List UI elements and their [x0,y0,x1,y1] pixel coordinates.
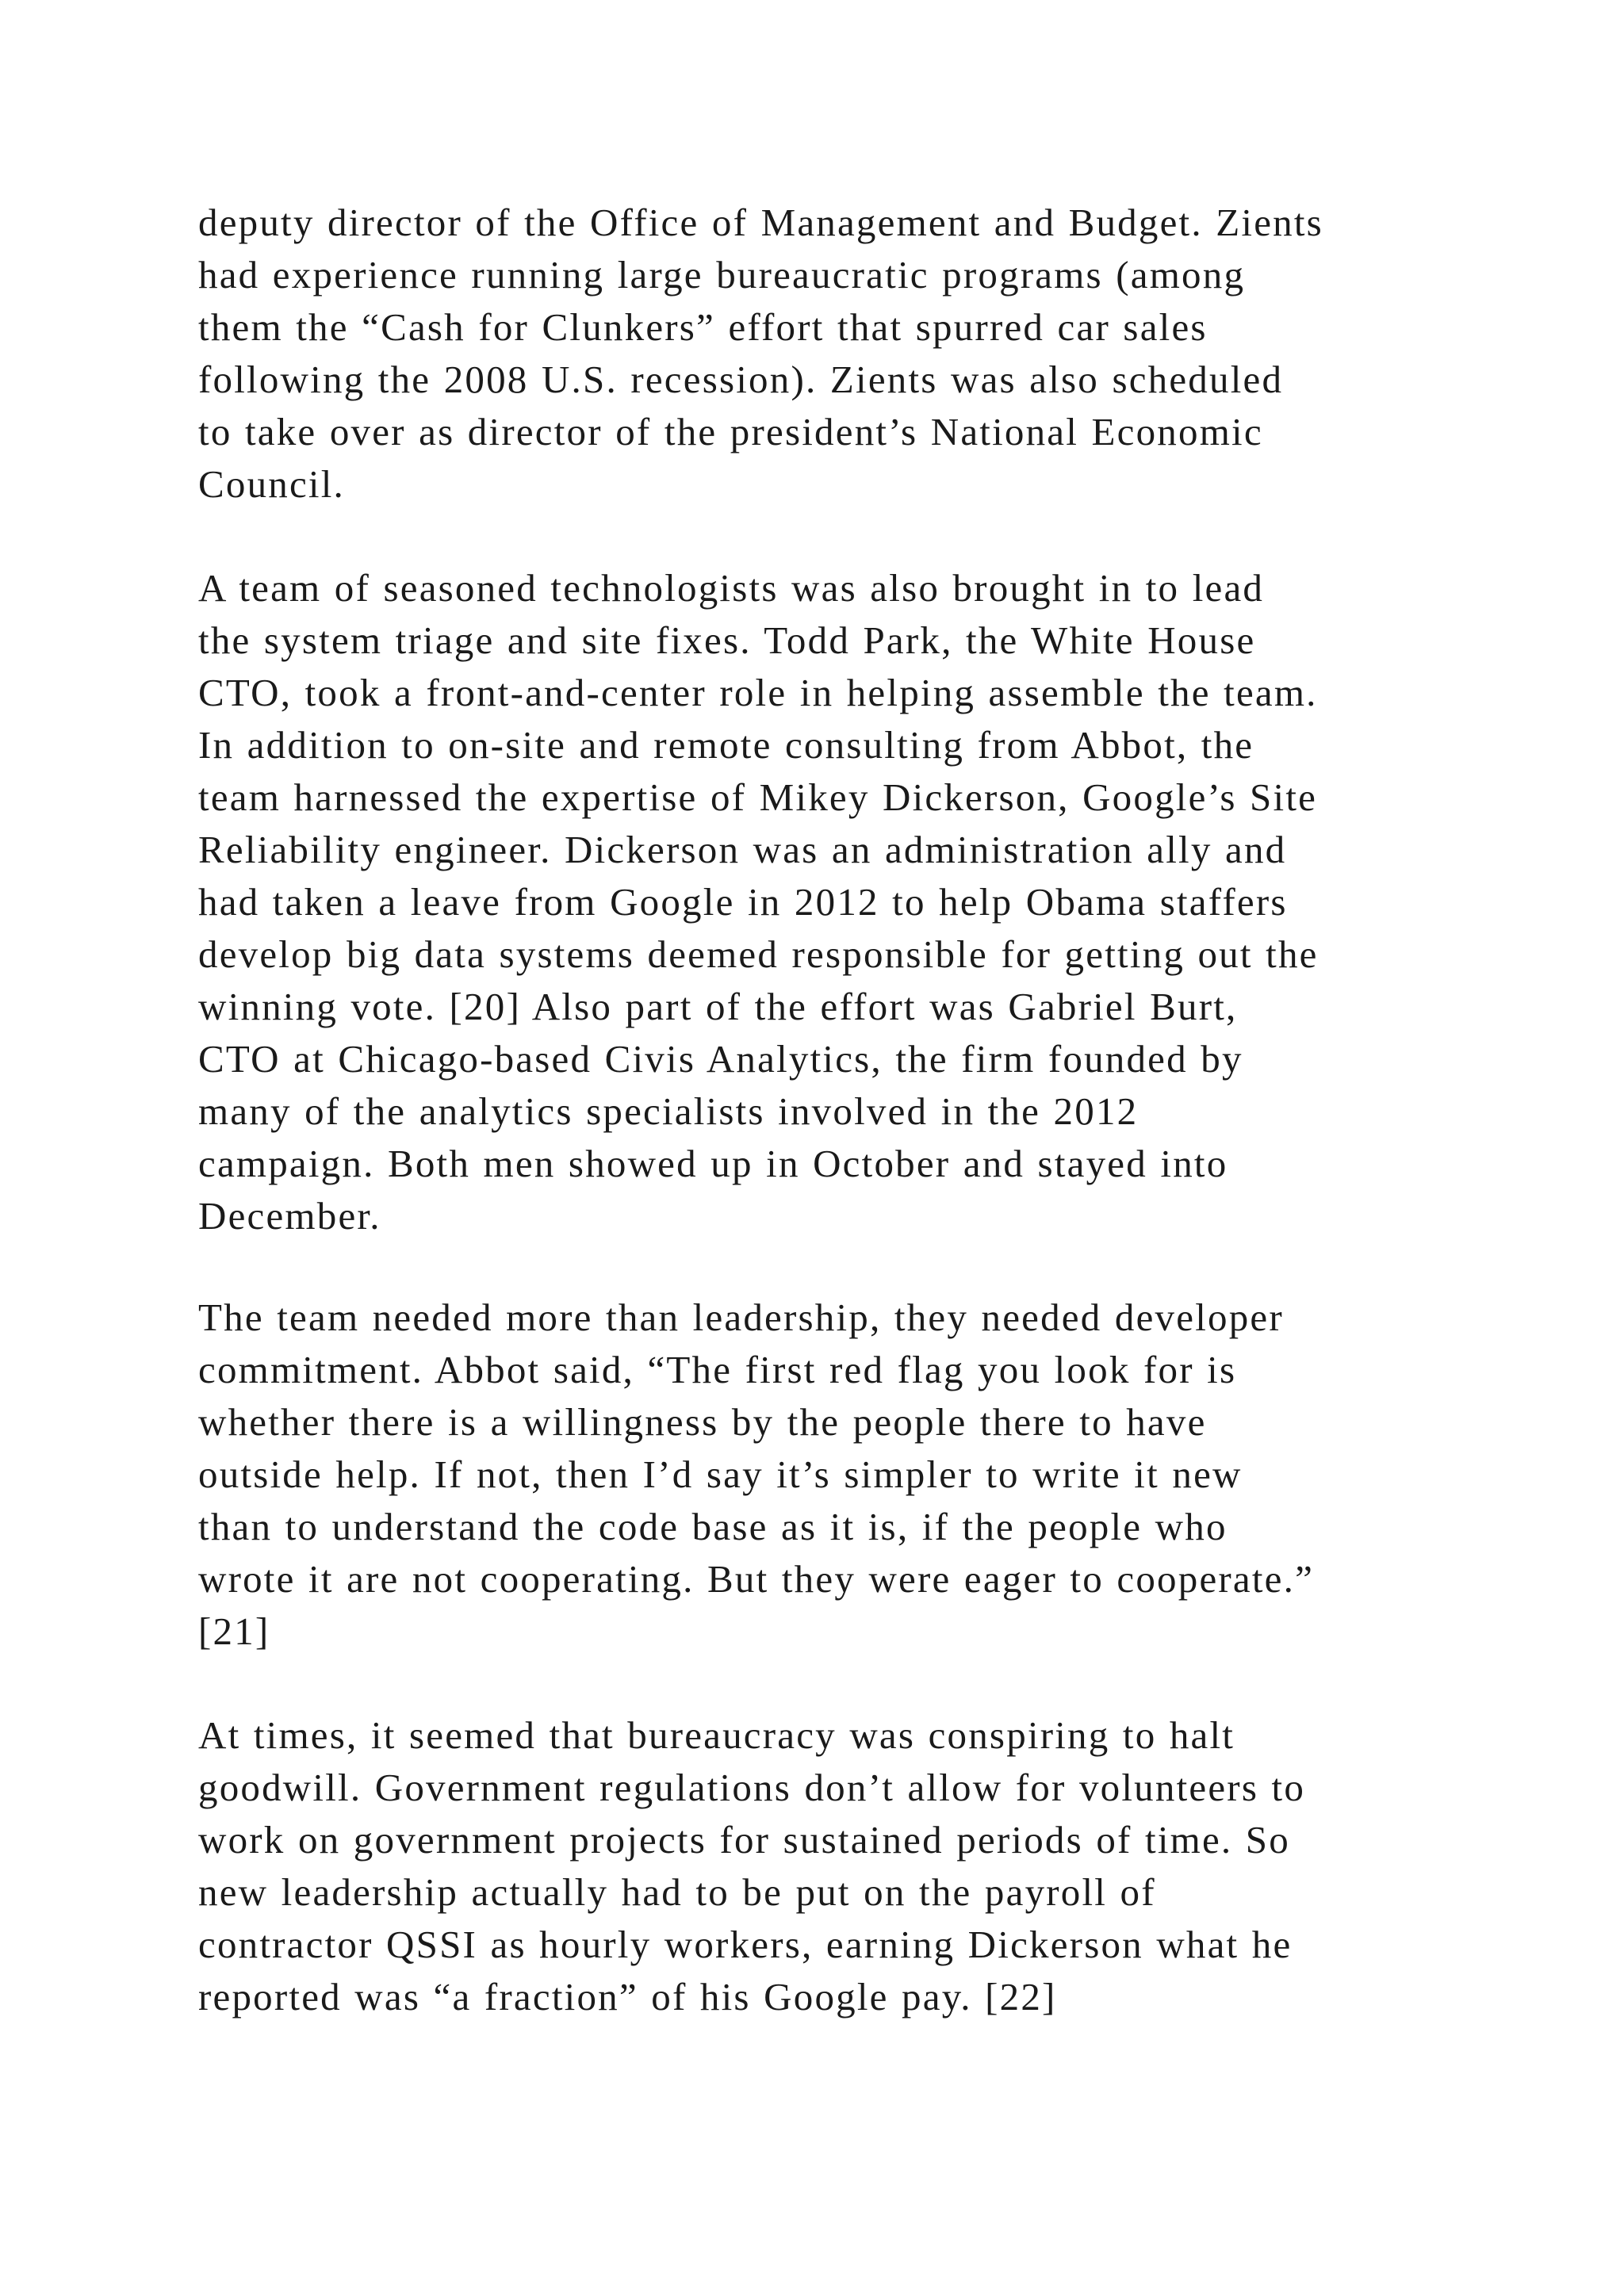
text-line: winning vote. [20] Also part of the effort was Gabriel Burt, [198,985,1238,1028]
text-line: At times, it seemed that bureaucracy was conspiring to halt [198,1713,1235,1757]
paragraph-technologists-team [198,562,1562,1242]
text-line: goodwill. Government regulations don’t allow for volunteers to [198,1766,1306,1809]
text-line: had experience running large bureaucratic programs (among [198,253,1246,297]
text-line: develop big data systems deemed responsible for getting out the [198,932,1319,976]
text-line: Council. [198,462,346,506]
text-line: [21] [198,1609,270,1653]
text-line: Reliability engineer. Dickerson was an administration ally and [198,828,1287,871]
text-line: many of the analytics specialists involved in the 2012 [198,1089,1139,1133]
text-line: CTO, took a front-and-center role in helping assemble the team. [198,671,1318,714]
text-line: contractor QSSI as hourly workers, earning Dickerson what he [198,1923,1293,1966]
paragraph-bureaucracy [198,1709,1562,2023]
text-line: work on government projects for sustained periods of time. So [198,1818,1290,1862]
paragraph-developer-commitment [198,1292,1562,1658]
text-line: wrote it are not cooperating. But they were eager to cooperate.” [198,1557,1315,1601]
paragraph-zients-background [198,197,1562,511]
text-line: following the 2008 U.S. recession). Zients was also scheduled [198,358,1284,401]
text-line: whether there is a willingness by the people there to have [198,1400,1207,1444]
text-line: team harnessed the expertise of Mikey Dickerson, Google’s Site [198,775,1318,819]
text-line: deputy director of the Office of Management and Budget. Zients [198,201,1323,244]
text-line: them the “Cash for Clunkers” effort that spurred car sales [198,305,1208,349]
text-line: to take over as director of the president’s National Economic [198,410,1263,453]
text-line: commitment. Abbot said, “The first red flag you look for is [198,1348,1237,1391]
text-line: than to understand the code base as it is, if the people who [198,1505,1228,1548]
text-line: the system triage and site fixes. Todd Park, the White House [198,618,1256,662]
text-line: had taken a leave from Google in 2012 to help Obama staffers [198,880,1288,924]
text-line: December. [198,1194,381,1238]
text-line: campaign. Both men showed up in October and stayed into [198,1142,1228,1185]
text-line: The team needed more than leadership, they needed developer [198,1295,1284,1339]
text-line: In addition to on-site and remote consulting from Abbot, the [198,723,1254,767]
text-line: new leadership actually had to be put on the payroll of [198,1870,1156,1914]
text-line: outside help. If not, then I’d say it’s simpler to write it new [198,1452,1243,1496]
text-line: reported was “a fraction” of his Google pay. [22] [198,1975,1057,2019]
text-line: A team of seasoned technologists was also brought in to lead [198,566,1265,610]
text-line: CTO at Chicago-based Civis Analytics, the firm founded by [198,1037,1243,1081]
